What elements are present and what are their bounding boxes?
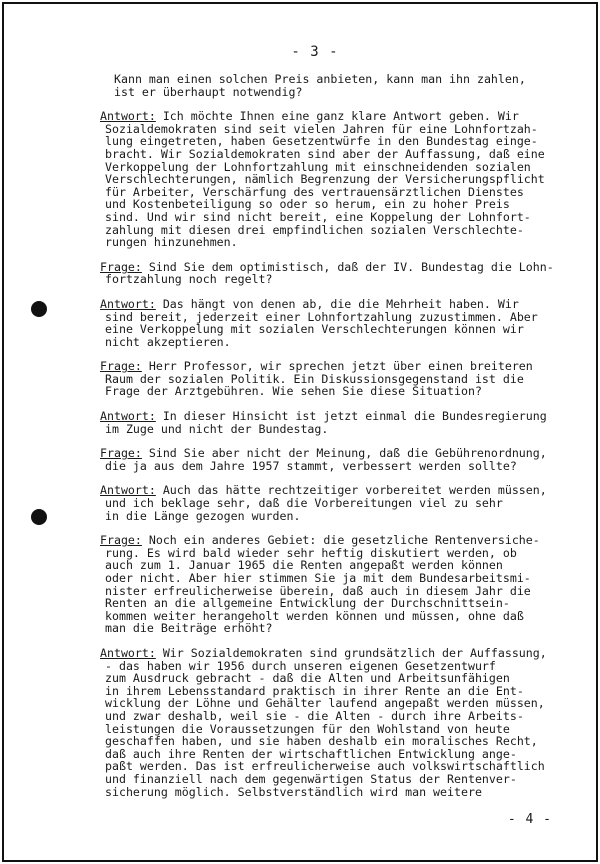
line-text: und finanziell nach dem gegenwärtigen Status der Rentenver- <box>105 771 517 786</box>
speaker-label: Antwort: <box>100 109 156 124</box>
text-line <box>100 622 570 635</box>
line-text: leistungen die Voraussetzungen für den Wohlstand von heute <box>105 721 510 736</box>
line-text: bracht. Wir Sozialdemokraten sind aber der Auffassung, daß eine <box>105 146 545 161</box>
line-text: und ich beklage sehr, daß die Vorbereitungen viel zu sehr <box>105 496 503 511</box>
line-text: Verschlechterungen, nämlich Begrenzung der Versicherungspflicht <box>105 172 545 187</box>
question-block <box>100 447 570 472</box>
line-text: ist er überhaupt notwendig? <box>114 84 303 99</box>
line-text: rung. Es wird bald wieder sehr heftig diskutiert werden, ob <box>105 545 517 560</box>
line-text: Herr Professor, wir sprechen jetzt über einen breiteren <box>141 359 533 374</box>
line-text: kommen weiter herangeholt werden können und müssen, ohne daß <box>105 608 524 623</box>
answer-block <box>100 410 570 435</box>
speaker-label: Antwort: <box>100 296 156 311</box>
speaker-label: Antwort: <box>100 645 156 660</box>
text-line <box>100 385 570 398</box>
line-text: die ja aus dem Jahre 1957 stammt, verbessert werden sollte? <box>105 458 517 473</box>
punch-hole <box>31 509 47 525</box>
line-text: oder nicht. Aber hier stimmen Sie ja mit dem Bundesarbeitsmi- <box>105 571 531 585</box>
line-text: eine Verkoppelung mit sozialen Verschlechterungen können wir <box>105 322 524 337</box>
question-block <box>100 534 570 635</box>
text-line <box>100 510 570 523</box>
line-text: Verkoppelung der Lohnfortzahlung mit einschneidenden sozialen <box>105 159 531 174</box>
answer-block <box>100 110 570 249</box>
question-continuation <box>100 73 570 98</box>
speaker-label: Frage: <box>100 533 142 548</box>
answer-block <box>100 298 570 348</box>
document-body <box>100 73 570 810</box>
speaker-label: Frage: <box>100 359 142 374</box>
line-text: zahlung mit diesen drei empfindlichen sozialen Verschlechte- <box>105 222 524 237</box>
line-text: nicht akzeptieren. <box>105 334 231 349</box>
line-text: fortzahlung noch regelt? <box>105 272 273 287</box>
line-text: Sozialdemokraten sind seit vielen Jahren für eine Lohnfortzah- <box>105 121 538 136</box>
text-line <box>114 86 570 99</box>
line-text: sind. Und wir sind nicht bereit, eine Koppelung der Lohnfort- <box>105 209 531 224</box>
line-text: Das hängt von denen ab, die die Mehrheit haben. Wir <box>155 296 519 311</box>
line-text: Kann man einen solchen Preis anbieten, kann man ihn zahlen, <box>114 72 526 86</box>
line-text: in ihrem Lebensstandard praktisch in ihrer Rente an die Ent- <box>105 683 524 698</box>
text-line <box>100 460 570 473</box>
question-block <box>100 261 570 286</box>
page-number: - 3 - <box>291 44 339 60</box>
line-text: - das haben wir 1956 durch unseren eigenen Gesetzentwurf <box>105 658 496 673</box>
continued-page-marker: - 4 - <box>507 812 552 827</box>
line-text: Renten an die allgemeine Entwicklung der Durchschnittsein- <box>105 596 510 611</box>
line-text: für Arbeiter, Verschärfung des vertrauensärztlichen Dienstes <box>105 184 524 199</box>
line-text: Ich möchte Ihnen eine ganz klare Antwort geben. Wir <box>155 109 519 124</box>
text-line <box>100 423 570 436</box>
line-text: paßt werden. Das ist erfreulicherweise auch volkswirtschaftlich <box>105 759 545 774</box>
line-text: geschaffen haben, und sie haben deshalb ein moralisches Recht, <box>105 734 538 749</box>
text-line <box>100 273 570 286</box>
speaker-label: Antwort: <box>100 483 156 498</box>
line-text: daß auch ihre Renten der wirtschaftlichen Entwicklung ange- <box>105 746 517 761</box>
line-text: Raum der sozialen Politik. Ein Diskussionsgegenstand ist die <box>105 371 524 386</box>
line-text: Auch das hätte rechtzeitiger vorbereitet werden müssen, <box>155 483 547 498</box>
line-text: sind bereit, jederzeit einer Lohnfortzahlung zuzustimmen. Aber <box>105 309 538 324</box>
speaker-label: Frage: <box>100 446 142 461</box>
line-text: Sind Sie aber nicht der Meinung, daß die Gebührenordnung, <box>141 446 547 461</box>
question-block <box>100 360 570 398</box>
text-line <box>100 236 570 249</box>
line-text: lung eingetreten, haben Gesetzentwürfe in den Bundestag einge- <box>105 134 538 149</box>
answer-block <box>100 484 570 522</box>
speaker-label: Frage: <box>100 259 142 274</box>
line-text: nister erfreulicherweise überein, daß auch in diesem Jahr die <box>105 583 531 598</box>
line-text: auch zum 1. Januar 1965 die Renten angepaßt werden können <box>105 558 503 573</box>
line-text: Frage der Arztgebühren. Wie sehen Sie diese Situation? <box>105 384 482 399</box>
line-text: und zwar deshalb, weil sie - die Alten - durch ihre Arbeits- <box>105 708 524 723</box>
answer-block <box>100 647 570 798</box>
text-line <box>100 786 570 799</box>
text-line <box>100 336 570 349</box>
line-text: wicklung der Löhne und Gehälter laufend angepaßt werden müssen, <box>105 696 545 711</box>
line-text: rungen hinzunehmen. <box>105 235 238 250</box>
line-text: sicherung möglich. Selbstverständlich wird man weitere <box>105 784 482 799</box>
line-text: In dieser Hinsicht ist jetzt einmal die Bundesregierung <box>155 409 547 424</box>
line-text: Noch ein anderes Gebiet: die gesetzliche Rentenversiche- <box>141 533 540 548</box>
line-text: in die Länge gezogen wurden. <box>105 508 301 523</box>
line-text: Sind Sie dem optimistisch, daß der IV. Bundestag die Lohn- <box>141 259 554 274</box>
speaker-label: Antwort: <box>100 409 156 424</box>
line-text: und Kostenbeteiligung so oder so herum, ein zu hoher Preis <box>105 197 510 212</box>
line-text: Wir Sozialdemokraten sind grundsätzlich der Auffassung, <box>155 645 547 660</box>
punch-hole <box>31 301 47 317</box>
line-text: im Zuge und nicht der Bundestag. <box>105 421 329 436</box>
line-text: zum Ausdruck gebracht - daß die Alten und Arbeitsunfähigen <box>105 671 510 686</box>
line-text: man die Beiträge erhöht? <box>105 621 273 636</box>
